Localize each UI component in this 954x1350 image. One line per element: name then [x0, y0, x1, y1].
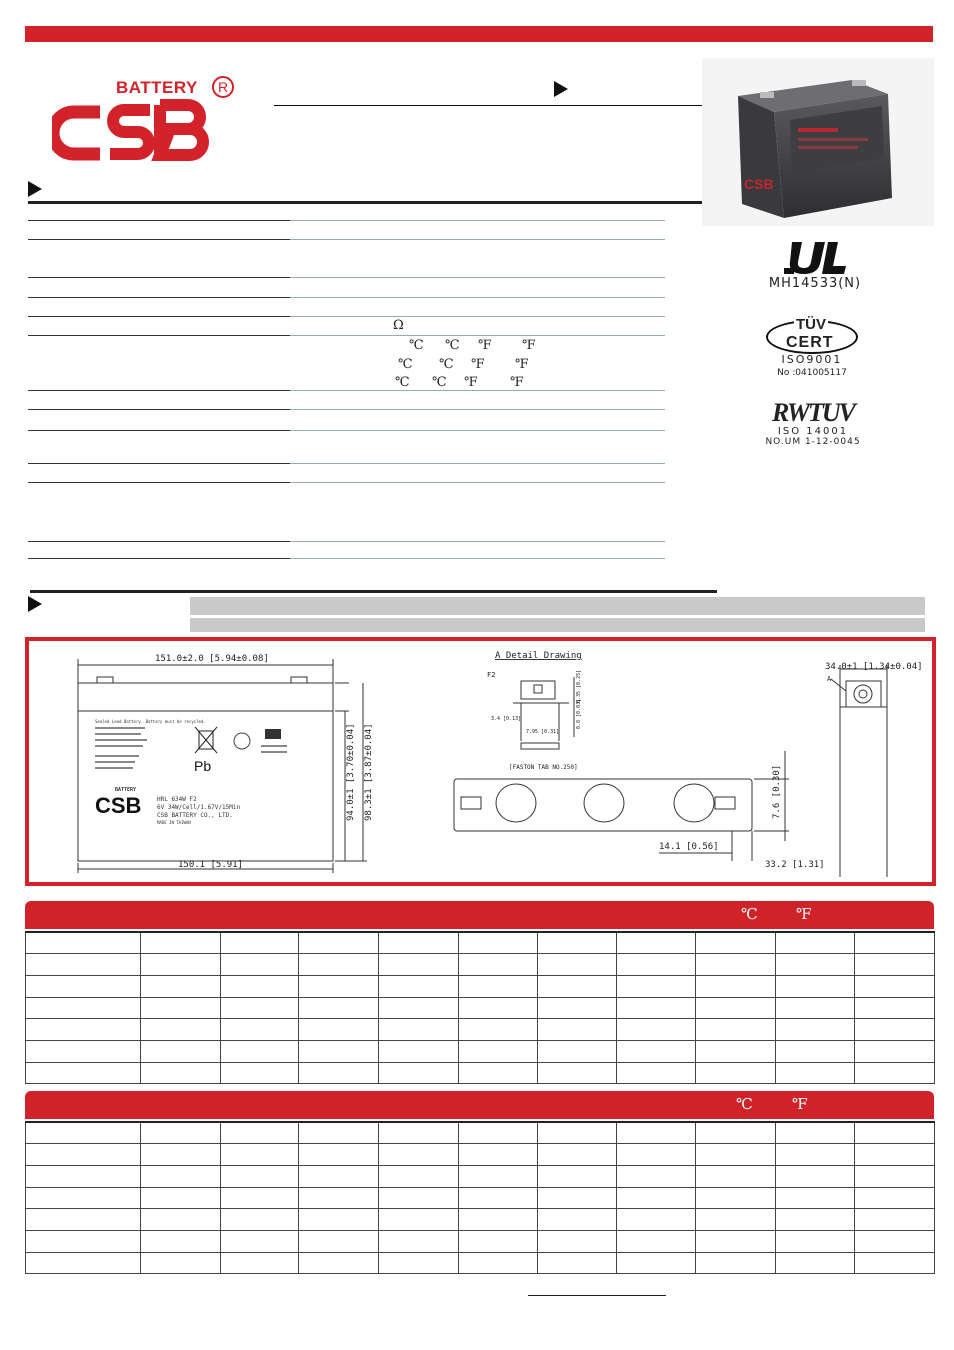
front-view [78, 659, 367, 873]
top-view [454, 751, 789, 861]
table2-header-bar [25, 1091, 934, 1119]
battery-image [702, 58, 934, 226]
csb-logo [52, 74, 242, 170]
spec-row-line [28, 409, 290, 410]
temp-unit: ℉ [515, 357, 529, 372]
temp-unit: ℉ [522, 338, 536, 353]
table2-unit-f: ℉ [792, 1095, 808, 1113]
spec-row-line [290, 409, 665, 410]
footer-rule [528, 1295, 666, 1296]
label-company: CSB BATTERY CO., LTD. [157, 812, 233, 819]
label-brand: BATTERY [115, 787, 137, 793]
spec-row-line [28, 297, 290, 298]
label-rating: 6V 34W/Cell/1.67V/15Min [157, 804, 241, 811]
spec-row-line [290, 430, 665, 431]
spec-row-line [290, 541, 665, 542]
gray-band-2 [190, 618, 925, 632]
side-width: 34.0±1 [1.34±0.04] [825, 662, 923, 672]
table-row [26, 1187, 935, 1209]
gray-band-1 [190, 597, 925, 615]
label-made: MADE IN TAIWAN [157, 820, 191, 825]
table-row [26, 1165, 935, 1187]
iso9001-number: No :041005117 [777, 368, 847, 378]
tuv-title: TÜV [796, 316, 826, 333]
table-row [26, 1144, 935, 1166]
section-arrow-icon [28, 181, 42, 197]
detail-dim-side-1: 6.35 [0.25] [576, 669, 582, 703]
top-red-bar [25, 26, 933, 42]
header-rule [274, 105, 702, 106]
logo-battery-word: BATTERY [116, 78, 198, 97]
recycle-bin-icon [195, 727, 217, 753]
detail-dim-side-2: 0.8 [0.03] [576, 698, 582, 729]
table-row [26, 1019, 935, 1041]
section-rule-2 [30, 590, 717, 593]
spec-row-line [290, 558, 665, 559]
registered-mark: R [212, 76, 234, 98]
table1-unit-f: ℉ [796, 905, 812, 923]
table-row [26, 1040, 935, 1062]
label-warning: Sealed Lead Battery. Battery must be recycled. [95, 719, 206, 724]
temp-unit: ℃ [409, 338, 424, 353]
ul-recognized-icon [784, 238, 850, 276]
header-arrow-icon [554, 81, 568, 97]
temp-unit: ℃ [432, 375, 447, 390]
table1-header-bar [25, 901, 934, 929]
detail-f2: F2 [487, 671, 496, 679]
spec-row-line [290, 482, 665, 483]
table-row [26, 932, 935, 954]
spec-row-line [28, 463, 290, 464]
spec-row-line [28, 430, 290, 431]
dimension-drawing [25, 637, 936, 886]
table-row [26, 1209, 935, 1231]
spec-row-line [28, 277, 290, 278]
table2-unit-c: ℃ [736, 1095, 753, 1113]
photo-csb-label: CSB [744, 176, 774, 192]
spec-row-line [28, 482, 290, 483]
temp-unit: ℉ [510, 375, 524, 390]
battery-label [95, 719, 287, 825]
dim-height-1: 94.0±1 [3.70±0.04] [346, 723, 356, 821]
side-a: A [827, 675, 832, 683]
spec-row-line [290, 316, 665, 317]
ohm-symbol: Ω [393, 318, 404, 333]
label-csb-logo: CSB [95, 793, 142, 818]
temp-unit: ℉ [478, 338, 492, 353]
temp-unit: ℃ [439, 357, 454, 372]
dim-top-width: 151.0±2.0 [5.94±0.08] [155, 654, 269, 664]
spec-row-line [28, 316, 290, 317]
label-pb: Pb [194, 758, 212, 774]
table1 [25, 931, 935, 1084]
temp-unit: ℉ [464, 375, 478, 390]
tuv-cert: CERT [786, 334, 834, 351]
dim-141: 14.1 [0.56] [659, 842, 719, 852]
csb-logo-mark [52, 98, 212, 168]
spec-row-line [290, 463, 665, 464]
spec-row-line [28, 335, 290, 336]
section-rule [28, 201, 702, 204]
table2 [25, 1121, 935, 1274]
detail-dim-34: 3.4 [0.13] [491, 716, 522, 722]
dim-height-2: 98.3±1 [3.87±0.04] [364, 723, 374, 821]
faston-label: [FASTON TAB NO.250] [509, 764, 578, 771]
table-row [26, 1230, 935, 1252]
dim-332: 33.2 [1.31] [765, 860, 825, 870]
iso14001-number: NO.UM 1-12-0045 [765, 437, 861, 447]
label-model: HRL 634W F2 [157, 796, 197, 803]
recycle-icon [234, 733, 250, 749]
detail-dim-795: 7.95 [0.31] [526, 729, 560, 735]
temp-unit: ℃ [445, 338, 460, 353]
table-row [26, 1122, 935, 1144]
tuv-logo [766, 316, 858, 354]
temp-unit: ℉ [471, 357, 485, 372]
spec-row-line [290, 390, 665, 391]
spec-row-line [290, 239, 665, 240]
table-row [26, 1252, 935, 1274]
product-photo [702, 58, 934, 226]
spec-row-line [28, 239, 290, 240]
temp-unit: ℃ [398, 357, 413, 372]
ul-number: MH14533(N) [768, 276, 862, 291]
spec-row-line [290, 277, 665, 278]
iso14001-label: ISO 14001 [777, 426, 849, 437]
iso9001-label: ISO9001 [781, 353, 843, 366]
dim-bottom-width: 150.1 [5.91] [178, 860, 244, 870]
section-arrow-icon-2 [28, 596, 42, 612]
table-row [26, 1062, 935, 1084]
spec-row-line [290, 297, 665, 298]
spec-row-line [28, 220, 290, 221]
spec-row-line [28, 541, 290, 542]
temp-unit: ℃ [395, 375, 410, 390]
rwtuv-logo: RWTUV [772, 398, 854, 427]
side-view [831, 665, 887, 877]
spec-row-line [290, 220, 665, 221]
spec-row-line [28, 558, 290, 559]
spec-row-line [290, 335, 665, 336]
dimension-drawing-svg [29, 641, 932, 882]
detail-drawing [487, 651, 582, 771]
table1-unit-c: ℃ [741, 905, 758, 923]
spec-row-line [28, 390, 290, 391]
dim-76: 7.6 [0.30] [772, 764, 782, 819]
table-row [26, 997, 935, 1019]
ul-small-icon [261, 729, 287, 753]
table-row [26, 975, 935, 997]
detail-title: A Detail Drawing [495, 651, 582, 661]
table-row [26, 954, 935, 976]
